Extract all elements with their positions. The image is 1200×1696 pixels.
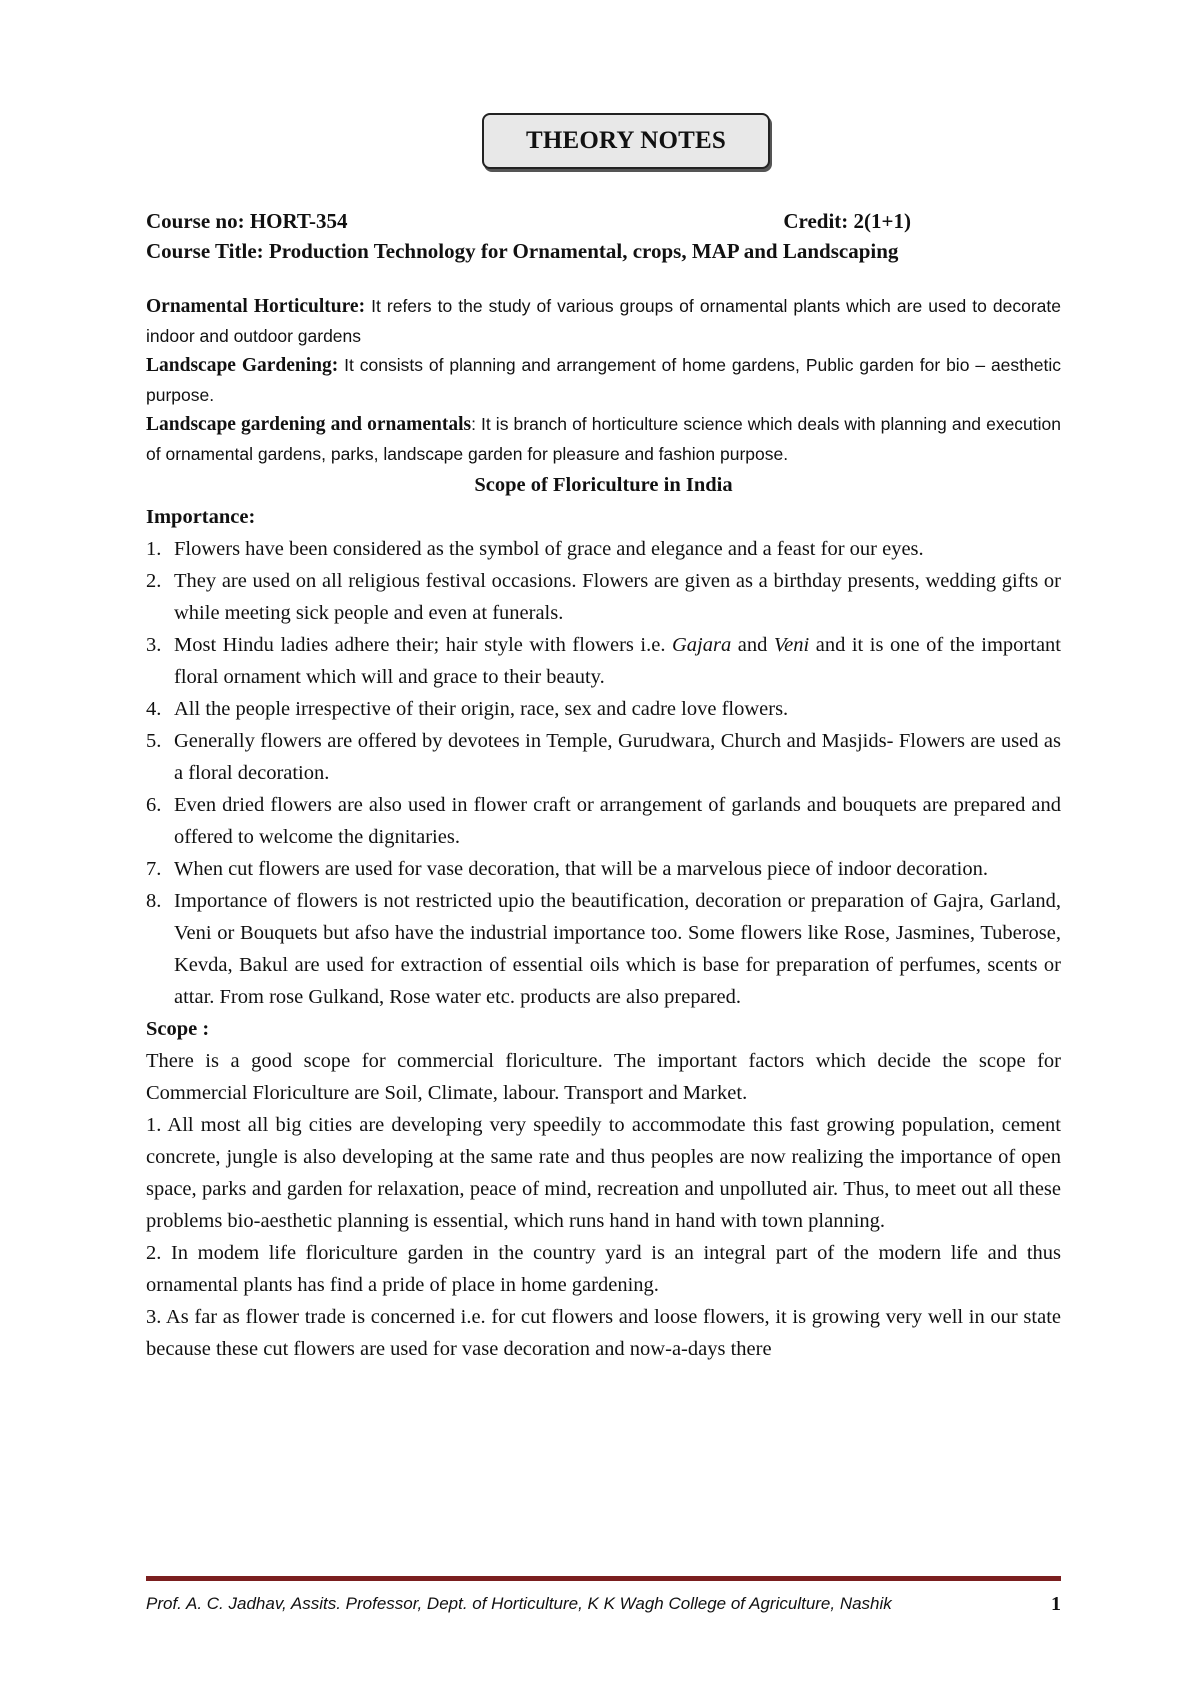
definition-landscape-ornamentals: Landscape gardening and ornamentals: It is branch of horticulture science which deals with planning and execution of ornamental gardens, parks, landscape garden for pleasure and fashion purpose. (146, 414, 1062, 464)
scope-intro: There is a good scope for commercial floriculture. The important factors which decide the scope for Commercial Floriculture are Soil, Climate, labour. Transport and Market. (146, 1050, 1061, 1104)
page-number: 1 (1051, 1593, 1061, 1615)
list-item: 2. They are used on all religious festival occasions. Flowers are given as a birthday presents, wedding gifts or while meeting sick people and even at funerals. (146, 570, 1061, 624)
content (146, 206, 1061, 1365)
definition-ornamental-horticulture: Ornamental Horticulture: It refers to the study of various groups of ornamental plants which are used to decorate indoor and outdoor gardens (146, 296, 1062, 346)
footer-author: Prof. A. C. Jadhav, Assits. Professor, Dept. of Horticulture, K K Wagh College of Agriculture, Nashik (146, 1594, 892, 1613)
title-box: THEORY NOTES (482, 113, 770, 169)
scope-point: 3. As far as flower trade is concerned i.e. for cut flowers and loose flowers, it is growing very well in our state because these cut flowers are used for vase decoration and now-a-days there (146, 1306, 1061, 1360)
list-item: 6. Even dried flowers are also used in flower craft or arrangement of garlands and bouquets are prepared and offered to welcome the dignitaries. (146, 794, 1061, 848)
course-credit: Credit: 2(1+1) (783, 209, 911, 233)
importance-heading: Importance: (146, 506, 256, 528)
section-heading: Scope of Floriculture in India (474, 474, 733, 496)
page-footer (146, 1588, 1061, 1620)
definition-landscape-gardening: Landscape Gardening: It consists of planning and arrangement of home gardens, Public garden for bio – aesthetic purpose. (146, 355, 1061, 405)
course-title: Course Title: Production Technology for Ornamental, crops, MAP and Landscaping (146, 239, 899, 263)
list-item: 3. Most Hindu ladies adhere their; hair style with flowers i.e. Gajara and Veni and it is one of the important floral ornament which will and grace to their beauty. (146, 634, 1061, 688)
importance-list (146, 533, 1061, 1013)
list-item: 8. Importance of flowers is not restricted upio the beautification, decoration or preparation of Gajra, Garland, Veni or Bouquets but afso have the industrial importance too. Some flowers like Rose, Jasmines, Tuberose, Kevda, Bakul are used for extraction of essential oils which is base for preparation of perfumes, scents or attar. From rose Gulkand, Rose water etc. products are also prepared. (146, 890, 1061, 1008)
footer-divider (146, 1576, 1061, 1581)
list-item: 5. Generally flowers are offered by devotees in Temple, Gurudwara, Church and Masjids- Flowers are used as a floral decoration. (146, 730, 1061, 784)
scope-point: 2. In modem life floriculture garden in the country yard is an integral part of the modern life and thus ornamental plants has find a pride of place in home gardening. (146, 1242, 1061, 1296)
scope-point: 1. All most all big cities are developing very speedily to accommodate this fast growing population, cement concrete, jungle is also developing at the same rate and thus peoples are now realizing the importance of open space, parks and garden for relaxation, peace of mind, recreation and unpolluted air. Thus, to meet out all these problems bio-aesthetic planning is essential, which runs hand in hand with town planning. (146, 1114, 1061, 1232)
course-info-row (146, 206, 1061, 236)
scope-heading: Scope : (146, 1018, 210, 1040)
list-item: 4. All the people irrespective of their origin, race, sex and cadre love flowers. (146, 698, 789, 720)
list-item: 1. Flowers have been considered as the symbol of grace and elegance and a feast for our eyes. (146, 538, 924, 560)
course-number: Course no: HORT-354 (146, 209, 348, 233)
list-item: 7. When cut flowers are used for vase decoration, that will be a marvelous piece of indoor decoration. (146, 858, 988, 880)
